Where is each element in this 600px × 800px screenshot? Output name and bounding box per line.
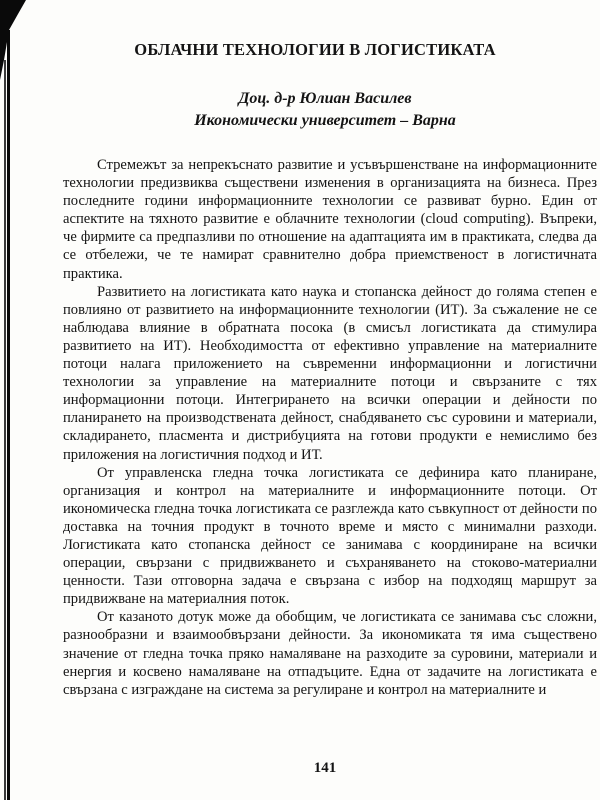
paragraph: Стремежът за непрекъснато развитие и усъвършенстване на информационните технологии предизвиква съществени изменения в организацията на бизнеса. През последните години информационните технологии се развиват бурно. Един от аспектите на тяхното развитие е облачните технологии (cloud computing). Въпреки, че фирмите са предпазливи по отношение на адаптацията им в практиката, следва да се отбележи, че те намират сравнително добра приемственост в логистичната практика. bbox=[63, 157, 597, 282]
binding-edge-graphic bbox=[0, 0, 30, 800]
paragraph: Развитието на логистиката като наука и стопанска дейност до голяма степен е повлияно от развитието на информационните технологии (ИТ). За съжаление не се наблюдава влияние в обратната посока (в смисъл логистиката да стимулира развитието на ИТ). Необходимостта от ефективно управление на материалните потоци налага приложението на съвременни информационни и логистични технологии за управление на материалните потоци и свързаните с тях информационни потоци. Интегрирането на всички операции и дейности по планирането на производствената дейност, снабдяването със суровини и материали, складирането, пласмента и дистрибуцията на готови продукти е немислимо без приложения на логистичния подход и ИТ. bbox=[63, 283, 597, 463]
paragraph: От казаното дотук може да обобщим, че логистиката се занимава със сложни, разнообразни и взаимообвързани дейности. За икономиката тя има съществено значение от гледна точка пряко намаляване на разходите за суровини, материали и енергия и косвено намаляване на отпадъците. Една от задачите на логистиката е свързана с изграждане на система за регулиране и контрол на материалните и bbox=[63, 609, 597, 698]
author-name: Доц. д-р Юлиан Василев bbox=[238, 90, 412, 107]
article-body bbox=[63, 156, 597, 699]
binding-shadow bbox=[0, 0, 30, 800]
page-number: 141 bbox=[313, 760, 337, 776]
paragraph: От управленска гледна точка логистиката се дефинира като планиране, организация и контрол на материалните и информационните потоци. От икономическа гледна точка логистиката се разглежда като съвкупност от дейности по доставка на точния продукт в точното време и място с минимални разходи. Логистиката като стопанска дейност се занимава с координиране на всички операции, свързани с придвижването и съхраняването на стоково-материални ценности. Тази отговорна задача е свързана с избор на подходящ маршрут за придвижване на материалния поток. bbox=[63, 464, 597, 608]
author-affiliation: Икономически университет – Варна bbox=[194, 112, 456, 129]
article-title: ОБЛАЧНИ ТЕХНОЛОГИИ В ЛОГИСТИКАТА bbox=[134, 40, 496, 59]
